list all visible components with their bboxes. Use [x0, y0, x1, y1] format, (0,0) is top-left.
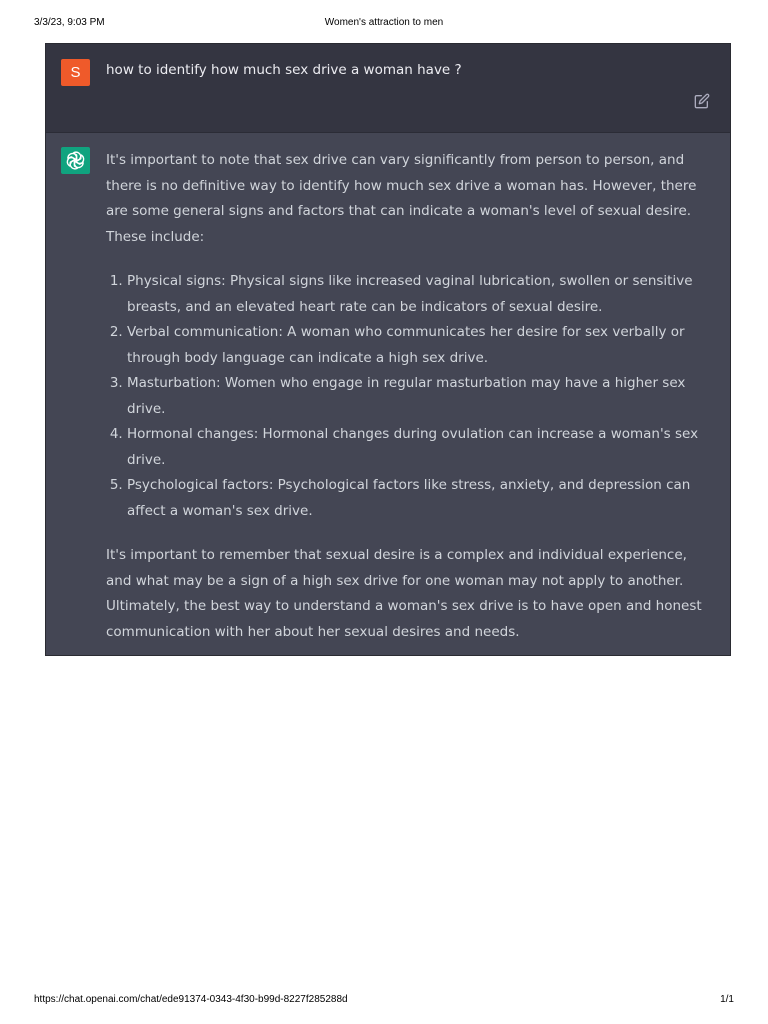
list-item: 2. Verbal communication: A woman who communicates her desire for sex verbally or through body language can indicate a high sex drive. — [127, 320, 708, 371]
print-page-number: 1/1 — [720, 994, 734, 1005]
list-item: 4. Hormonal changes: Hormonal changes during ovulation can increase a woman's sex drive. — [127, 422, 708, 473]
assistant-message-row — [46, 132, 730, 655]
assistant-message-text — [106, 148, 708, 645]
chat-thread — [45, 43, 731, 656]
list-item: 5. Psychological factors: Psychological factors like stress, anxiety, and depression can affect a woman's sex drive. — [127, 473, 708, 524]
assistant-list — [106, 269, 708, 524]
edit-icon[interactable] — [694, 93, 710, 109]
print-header — [34, 17, 734, 31]
print-date: 3/3/23, 9:03 PM — [34, 17, 105, 28]
print-url: https://chat.openai.com/chat/ede91374-0343-4f30-b99d-8227f285288d — [34, 994, 348, 1005]
print-title: Women's attraction to men — [324, 17, 444, 28]
list-item: 3. Masturbation: Women who engage in regular masturbation may have a higher sex drive. — [127, 371, 708, 422]
openai-logo-icon — [65, 150, 86, 171]
list-item: 1. Physical signs: Physical signs like increased vaginal lubrication, swollen or sensitive breasts, and an elevated heart rate can be indicators of sexual desire. — [127, 269, 708, 320]
print-footer — [34, 994, 734, 1008]
user-message-row — [46, 44, 730, 133]
user-avatar: S — [61, 59, 90, 86]
assistant-intro: It's important to note that sex drive can vary significantly from person to person, and there is no definitive way to identify how much sex drive a woman has. However, there are some general signs and factors that can indicate a woman's level of sexual desire. These include: — [106, 152, 697, 245]
assistant-conclusion: It's important to remember that sexual desire is a complex and individual experience, and what may be a sign of a high sex drive for one woman may not apply to another. Ultimately, the best way to understand a woman's sex drive is to have open and honest communication with her about her sexual desires and needs. — [106, 547, 702, 640]
assistant-avatar — [61, 147, 90, 174]
user-message-text: how to identify how much sex drive a woman have ? — [106, 62, 462, 78]
